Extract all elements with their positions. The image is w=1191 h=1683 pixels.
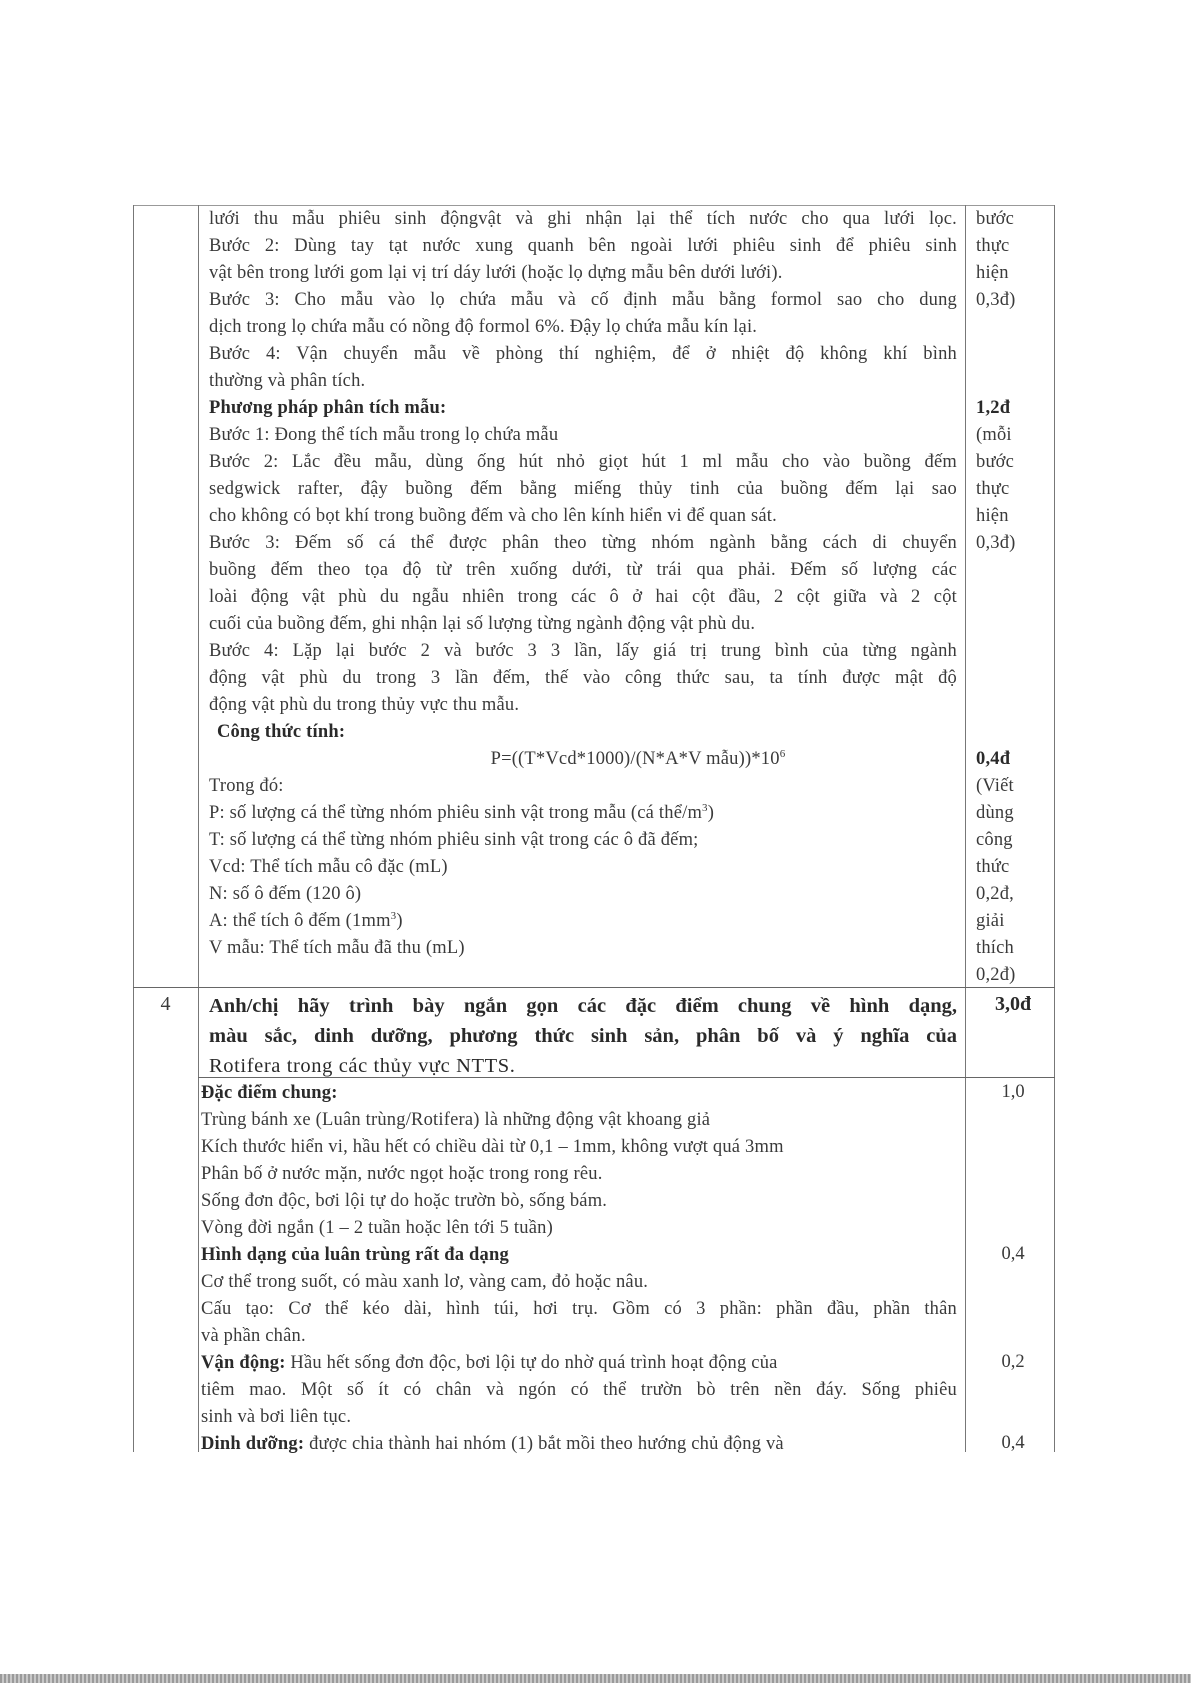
text-line: buồng đếm theo tọa độ từ trên xuống dưới, từ trái qua phải. Đếm số lượng các bbox=[209, 560, 957, 580]
formula-exponent: 6 bbox=[779, 748, 786, 760]
score-line: hiện bbox=[976, 263, 1009, 283]
text-line: Bước 2: Dùng tay tạt nước xung quanh bên ngoài lưới phiêu sinh để phiêu sinh bbox=[209, 236, 957, 256]
motion-score: 0,2 bbox=[1001, 1352, 1025, 1372]
row3-score-block-3 bbox=[968, 746, 1058, 989]
text-line: Bước 2: Lắc đều mẫu, dùng ống hút nhỏ giọt hút 1 ml mẫu cho vào buồng đếm bbox=[209, 452, 957, 472]
text-line: Cơ thể trong suốt, có màu xanh lơ, vàng cam, đỏ hoặc nâu. bbox=[201, 1272, 649, 1292]
text-line bbox=[209, 908, 957, 935]
text-line bbox=[201, 1431, 957, 1458]
text-line: sinh và bơi liên tục. bbox=[201, 1407, 352, 1427]
question-line: Rotifera trong các thủy vực NTTS. bbox=[209, 1055, 516, 1077]
text-line: cuối của buồng đếm, ghi nhận lại số lượng từng ngành động vật phù du. bbox=[209, 614, 756, 634]
score-line: thích bbox=[976, 938, 1014, 958]
nutrition-heading: Dinh dưỡng: bbox=[201, 1434, 305, 1454]
question-score: 3,0đ bbox=[994, 993, 1032, 1015]
def-a-exponent: 3 bbox=[390, 910, 397, 922]
text-line: V mẫu: Thể tích mẫu đã thu (mL) bbox=[209, 938, 465, 958]
formula-heading: Công thức tính: bbox=[217, 722, 346, 742]
score-line: thức bbox=[976, 857, 1010, 877]
def-p-exponent: 3 bbox=[702, 802, 708, 814]
question-text bbox=[209, 991, 957, 1081]
text-line: Trong đó: bbox=[209, 776, 284, 796]
row4-answer bbox=[201, 1080, 957, 1458]
text-line: Bước 3: Cho mẫu vào lọ chứa mẫu và cố định mẫu bằng formol sao cho dung bbox=[209, 290, 957, 310]
text-line: Vòng đời ngắn (1 – 2 tuần hoặc lên tới 5 tuần) bbox=[201, 1218, 553, 1238]
question-line: màu sắc, dinh dưỡng, phương thức sinh sản, phân bố và ý nghĩa của bbox=[209, 1025, 957, 1047]
question-line: Anh/chị hãy trình bày ngắn gọn các đặc điểm chung về hình dạng, bbox=[209, 995, 957, 1017]
score-line: thực bbox=[976, 479, 1010, 499]
row3-score-block-2 bbox=[968, 395, 1058, 557]
score-line: 1,2đ bbox=[976, 398, 1011, 418]
text-line bbox=[209, 800, 957, 827]
text-line: Kích thước hiển vi, hầu hết có chiều dài từ 0,1 – 1mm, không vượt quá 3mm bbox=[201, 1137, 784, 1157]
text-line bbox=[201, 1350, 957, 1377]
def-a: A: thể tích ô đếm (1mm bbox=[209, 911, 391, 931]
score-line: 0,3đ) bbox=[976, 290, 1016, 310]
score-line: (mỗi bbox=[976, 425, 1012, 445]
score-line: 0,2đ) bbox=[976, 965, 1016, 985]
text-line: tiêm mao. Một số ít có chân và ngón có thể trườn bò trên nền đáy. Sống phiêu bbox=[201, 1380, 957, 1400]
row3-content bbox=[209, 206, 957, 962]
text-line: Bước 4: Vận chuyển mẫu về phòng thí nghiệm, để ở nhiệt độ không khí bình bbox=[209, 344, 957, 364]
general-score: 1,0 bbox=[1001, 1082, 1025, 1102]
text-line: Bước 1: Đong thể tích mẫu trong lọ chứa mẫu bbox=[209, 425, 559, 445]
text-line: Cấu tạo: Cơ thể kéo dài, hình túi, hơi trụ. Gồm có 3 phần: phần đầu, phần thân bbox=[201, 1299, 957, 1319]
shape-score: 0,4 bbox=[1001, 1244, 1025, 1264]
scan-edge bbox=[0, 1674, 1191, 1683]
text-line: lưới thu mẫu phiêu sinh độngvật và ghi nhận lại thể tích nước cho qua lưới lọc. bbox=[209, 209, 957, 229]
nutrition-text: được chia thành hai nhóm (1) bắt mồi theo hướng chủ động và bbox=[304, 1434, 784, 1454]
nutrition-score: 0,4 bbox=[1001, 1433, 1025, 1453]
score-line: bước bbox=[976, 452, 1015, 472]
text-line: Bước 3: Đếm số cá thể được phân theo từng nhóm ngành bằng cách di chuyển bbox=[209, 533, 957, 553]
table-left-border bbox=[133, 205, 134, 1452]
text-line: cho không có bọt khí trong buồng đếm và cho lên kính hiển vi để quan sát. bbox=[209, 506, 777, 526]
text-line: Sống đơn độc, bơi lội tự do hoặc trườn bò, sống bám. bbox=[201, 1191, 608, 1211]
text-line: vật bên trong lưới gom lại vị trí dáy lưới (hoặc lọ dựng mẫu bên dưới lưới). bbox=[209, 263, 783, 283]
row-divider-3-4 bbox=[133, 987, 1055, 988]
text-line: Trùng bánh xe (Luân trùng/Rotifera) là những động vật khoang giả bbox=[201, 1110, 711, 1130]
number-column-divider bbox=[198, 205, 199, 1452]
text-line: động vật phù du trong 3 lần đếm, thế vào công thức sau, ta tính được mật độ bbox=[209, 668, 957, 688]
text-line: T: số lượng cá thể từng nhóm phiêu sinh vật trong các ô đã đếm; bbox=[209, 830, 699, 850]
score-line: 0,3đ) bbox=[976, 533, 1016, 553]
general-heading: Đặc điểm chung: bbox=[201, 1083, 338, 1103]
score-line: công bbox=[976, 830, 1013, 850]
score-line: hiện bbox=[976, 506, 1009, 526]
formula bbox=[209, 746, 957, 773]
motion-text: Hầu hết sống đơn độc, bơi lội tự do nhờ quá trình hoạt động của bbox=[285, 1353, 778, 1373]
text-line: loài động vật phù du ngẫu nhiên trong các ô ở hai cột đầu, 2 cột giữa và 2 cột bbox=[209, 587, 957, 607]
def-a-end: ) bbox=[396, 911, 403, 931]
formula-text: P=((T*Vcd*1000)/(N*A*V mẫu))*10 bbox=[490, 749, 780, 769]
row3-score-block-1 bbox=[968, 206, 1058, 314]
text-line: Phân bố ở nước mặn, nước ngọt hoặc trong rong rêu. bbox=[201, 1164, 603, 1184]
score-line: giải bbox=[976, 911, 1005, 931]
method-heading: Phương pháp phân tích mẫu: bbox=[209, 398, 447, 418]
score-column-divider bbox=[965, 205, 966, 1452]
score-line: (Viết bbox=[976, 776, 1014, 796]
motion-heading: Vận động: bbox=[201, 1353, 286, 1373]
score-line: 0,4đ bbox=[976, 749, 1011, 769]
shape-heading: Hình dạng của luân trùng rất đa dạng bbox=[201, 1245, 509, 1265]
question-number: 4 bbox=[160, 993, 171, 1015]
text-line: Bước 4: Lặp lại bước 2 và bước 3 3 lần, lấy giá trị trung bình của từng ngành bbox=[209, 641, 957, 661]
text-line: thường và phân tích. bbox=[209, 371, 366, 391]
def-p-end: ) bbox=[707, 803, 715, 823]
score-line: 0,2đ, bbox=[976, 884, 1014, 904]
score-line: thực bbox=[976, 236, 1010, 256]
def-p: P: số lượng cá thể từng nhóm phiêu sinh vật trong mẫu (cá thể/m bbox=[209, 803, 703, 823]
text-line: và phần chân. bbox=[201, 1326, 306, 1346]
text-line: sedgwick rafter, đậy buồng đếm bằng miếng thủy tinh của buồng đếm lại sao bbox=[209, 479, 957, 499]
text-line: Vcd: Thể tích mẫu cô đặc (mL) bbox=[209, 857, 448, 877]
text-line: dịch trong lọ chứa mẫu có nồng độ formol 6%. Đậy lọ chứa mẫu kín lại. bbox=[209, 317, 758, 337]
text-line: động vật phù du trong thủy vực thu mẫu. bbox=[209, 695, 520, 715]
score-line: bước bbox=[976, 209, 1015, 229]
text-line: N: số ô đếm (120 ô) bbox=[209, 884, 362, 904]
score-line: dùng bbox=[976, 803, 1014, 823]
